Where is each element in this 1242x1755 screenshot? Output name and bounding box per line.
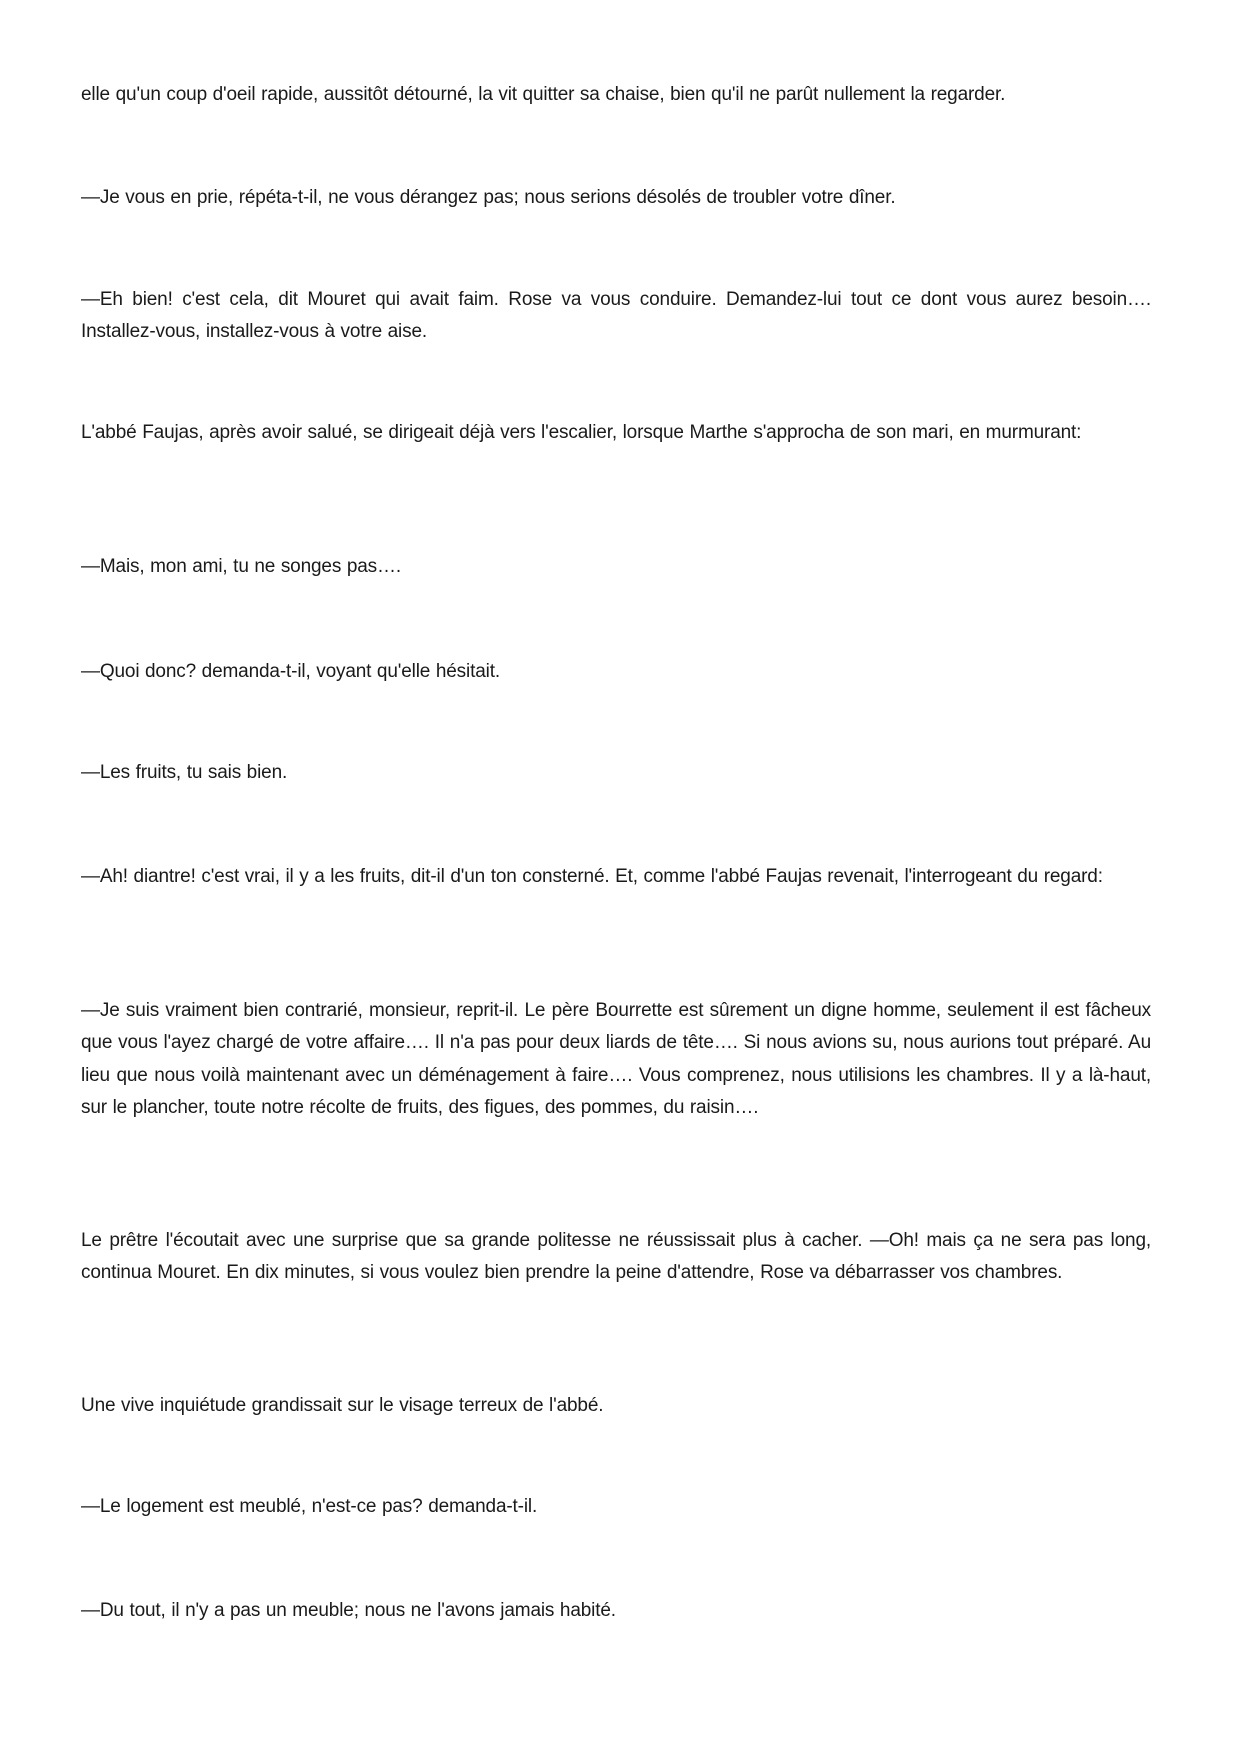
paragraph-7: —Les fruits, tu sais bien.: [81, 762, 288, 783]
paragraph-12: —Le logement est meublé, n'est-ce pas? demanda-t-il.: [81, 1496, 538, 1517]
paragraph-6: —Quoi donc? demanda-t-il, voyant qu'elle hésitait.: [81, 661, 500, 682]
paragraph-13: —Du tout, il n'y a pas un meuble; nous ne l'avons jamais habité.: [81, 1600, 616, 1621]
paragraph-5: —Mais, mon ami, tu ne songes pas….: [81, 556, 401, 577]
paragraph-11: Une vive inquiétude grandissait sur le visage terreux de l'abbé.: [81, 1395, 604, 1416]
paragraph-9: —Je suis vraiment bien contrarié, monsieur, reprit-il. Le père Bourrette est sûrement un digne homme, seulement il est fâcheux que vous l'ayez chargé de votre affaire…. Il n'a pas pour deux liards de tête…. Si nous avions su, nous aurions tout préparé. Au lieu que nous voilà maintenant avec un déménagement à faire…. Vous comprenez, nous utilisions les chambres. Il y a là-haut, sur le plancher, toute notre récolte de fruits, des figues, des pommes, du raisin….: [81, 1000, 1151, 1118]
paragraph-8: —Ah! diantre! c'est vrai, il y a les fruits, dit-il d'un ton consterné. Et, comme l'abbé Faujas revenait, l'interrogeant du regard:: [81, 866, 1103, 887]
paragraph-3: —Eh bien! c'est cela, dit Mouret qui avait faim. Rose va vous conduire. Demandez-lui tout ce dont vous aurez besoin…. Installez-vous, installez-vous à votre aise.: [81, 289, 1151, 343]
paragraph-2: —Je vous en prie, répéta-t-il, ne vous dérangez pas; nous serions désolés de troubler votre dîner.: [81, 187, 896, 208]
paragraph-10: Le prêtre l'écoutait avec une surprise que sa grande politesse ne réussissait plus à cacher. —Oh! mais ça ne sera pas long, continua Mouret. En dix minutes, si vous voulez bien prendre la peine d'attendre, Rose va débarrasser vos chambres.: [81, 1230, 1151, 1284]
paragraph-4: L'abbé Faujas, après avoir salué, se dirigeait déjà vers l'escalier, lorsque Marthe s'approcha de son mari, en murmurant:: [81, 422, 1082, 443]
paragraph-1: elle qu'un coup d'oeil rapide, aussitôt détourné, la vit quitter sa chaise, bien qu'il ne parût nullement la regarder.: [81, 84, 1006, 105]
